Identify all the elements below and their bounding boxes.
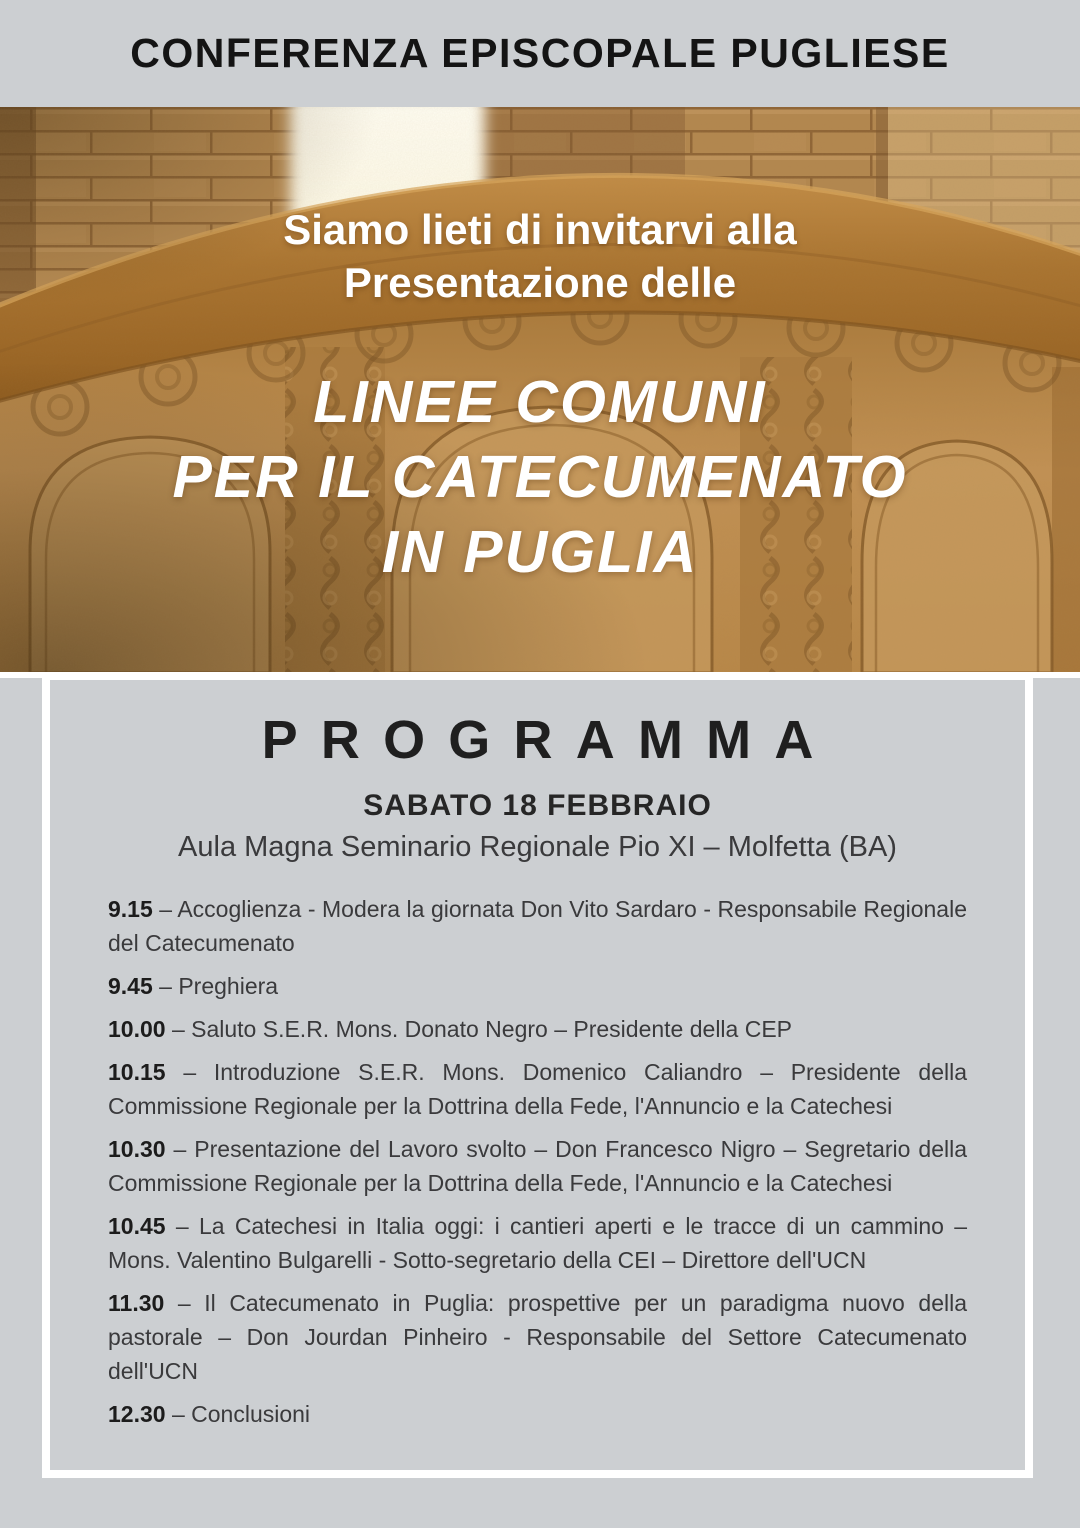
hero-intro-line2: Presentazione delle xyxy=(343,259,737,306)
program-item xyxy=(108,1012,967,1046)
program-item-list xyxy=(108,892,967,1431)
item-time: 10.45 xyxy=(108,1213,166,1239)
program-date: SABATO 18 FEBBRAIO xyxy=(363,789,712,822)
item-text: – Preghiera xyxy=(159,973,279,999)
program-item xyxy=(108,969,967,1003)
hero-title-line3: IN PUGLIA xyxy=(381,519,699,585)
hero-intro-line1: Siamo lieti di invitarvi alla xyxy=(283,206,797,253)
item-text: – Il Catecumenato in Puglia: prospettive per un paradigma nuovo della pastorale – Don Jourdan Pinheiro - Responsabile del Settore Catecumenato dell'UCN xyxy=(108,1290,968,1384)
item-time: 9.15 xyxy=(108,896,153,922)
item-text: – Conclusioni xyxy=(171,1401,311,1427)
item-time: 10.00 xyxy=(108,1016,166,1042)
hero-photo xyxy=(0,107,1080,673)
program-item xyxy=(108,1055,967,1123)
hero-title-line2: PER IL CATECUMENATO xyxy=(172,444,908,510)
program-item xyxy=(108,1209,967,1277)
program-item xyxy=(108,892,967,960)
poster-header xyxy=(0,0,1080,107)
program-item xyxy=(108,1132,967,1200)
item-time: 10.30 xyxy=(108,1136,166,1162)
item-text: – Saluto S.E.R. Mons. Donato Negro – Presidente della CEP xyxy=(171,1016,793,1042)
hero-intro-text xyxy=(0,203,1080,309)
hero-main-title xyxy=(0,365,1080,590)
item-time: 11.30 xyxy=(108,1290,165,1316)
program-item xyxy=(108,1286,967,1388)
item-time: 12.30 xyxy=(108,1401,166,1427)
program-venue: Aula Magna Seminario Regionale Pio XI – Molfetta (BA) xyxy=(178,831,897,863)
item-time: 9.45 xyxy=(108,973,153,999)
item-time: 10.15 xyxy=(108,1059,166,1085)
item-text: – Presentazione del Lavoro svolto – Don Francesco Nigro – Segretario della Commissione Regionale per la Dottrina della Fede, l'Annuncio e la Catechesi xyxy=(108,1136,967,1196)
item-text: – Introduzione S.E.R. Mons. Domenico Caliandro – Presidente della Commissione Regionale per la Dottrina della Fede, l'Annuncio e la Catechesi xyxy=(108,1059,968,1119)
program-title: PROGRAMMA xyxy=(261,710,837,770)
header-title: CONFERENZA EPISCOPALE PUGLIESE xyxy=(130,30,950,76)
program-frame xyxy=(42,672,1033,1478)
item-text: – Accoglienza - Modera la giornata Don Vito Sardaro - Responsabile Regionale del Catecumenato xyxy=(108,896,967,956)
item-text: – La Catechesi in Italia oggi: i cantieri aperti e le tracce di un cammino – Mons. Valentino Bulgarelli - Sotto-segretario della CEI – Direttore dell'UCN xyxy=(108,1213,967,1273)
hero-title-line1: LINEE COMUNI xyxy=(313,369,767,435)
program-item xyxy=(108,1397,967,1431)
